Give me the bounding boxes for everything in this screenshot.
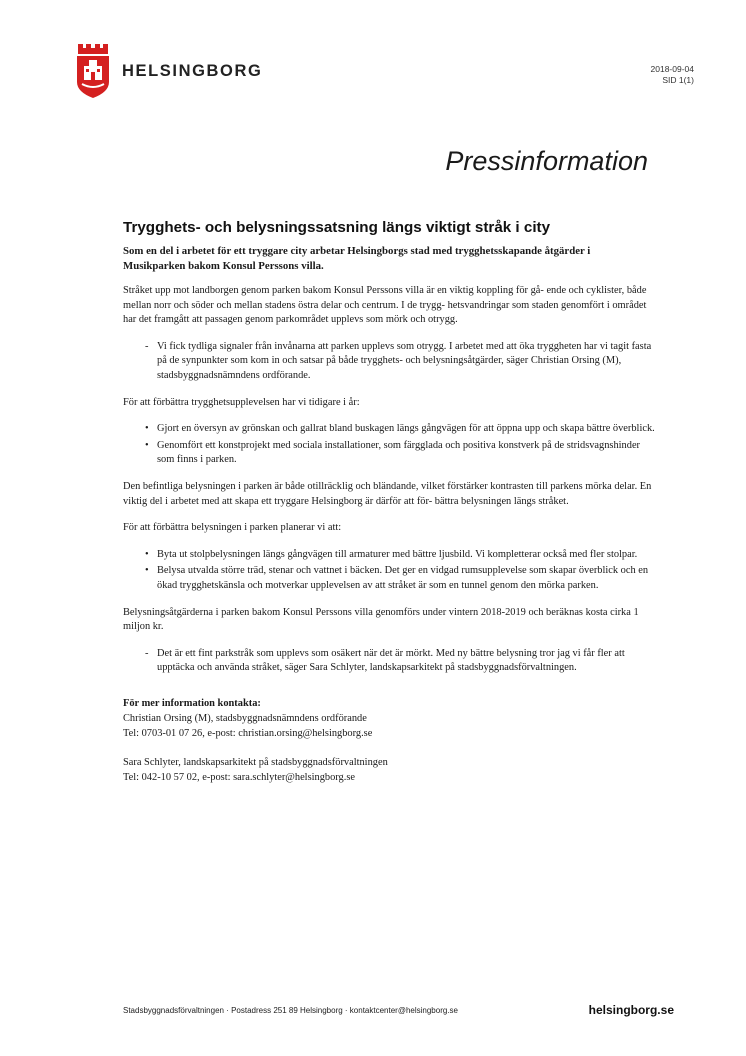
- paragraph: För att förbättra trygghetsupplevelsen har vi tidigare i år:: [123, 396, 360, 408]
- list-item-text: Byta ut stolpbelysningen längs gångvägen till armaturer med bättre ljusbild. Vi kompletterar också med fler stolpar.: [157, 548, 638, 560]
- paragraph: För att förbättra belysningen i parken planerar vi att:: [123, 522, 342, 534]
- paragraph: Belysningsåtgärderna i parken bakom Konsul Perssons villa genomförs under vintern 2018-2019 och beräknas kosta cirka 1 miljon kr.: [123, 606, 639, 633]
- document-type-title: Pressinformation: [445, 146, 648, 176]
- list-item-text: Belysa utvalda större träd, stenar och vattnet i bäcken. Det ger en vidgad rumsupplevelse som skapar överblick och en ökad trygghetskänsla och motverkar upplevelsen av att stråket är som en tunnel genom den mörka parken.: [157, 565, 649, 591]
- footer-address: Stadsbyggnadsförvaltningen · Postadress 251 89 Helsingborg · kontaktcenter@helsingborg.se: [123, 1006, 458, 1015]
- bullet-marker: •: [145, 423, 149, 435]
- bullet-list: [123, 422, 655, 468]
- contact-phone-email[interactable]: Tel: 042-10 57 02, e-post: sara.schlyter@helsingborg.se: [123, 771, 356, 783]
- quote-text: Det är ett fint parkstråk som upplevs som osäkert när det är mörkt. Med ny bättre belysning tror jag vi får fler att upptäcka och använda stråket, säger Sara Schlyter, landskapsarkitekt på stadsbyggnadsförvaltningen.: [157, 647, 625, 674]
- dash-marker: -: [145, 340, 149, 352]
- article-body: [123, 219, 655, 799]
- article-lead: Som en del i arbetet för ett tryggare city arbetar Helsingborgs stad med trygghetsskapande åtgärder i Musikparken bakom Konsul Perssons villa.: [123, 245, 591, 272]
- contact-name: Christian Orsing (M), stadsbyggnadsnämndens ordförande: [123, 712, 367, 724]
- quote: [123, 340, 655, 384]
- article-headline: Trygghets- och belysningssatsning längs viktigt stråk i city: [123, 219, 551, 236]
- quote: [123, 647, 655, 676]
- bullet-marker: •: [145, 548, 149, 560]
- paragraph: Den befintliga belysningen i parken är både otillräcklig och bländande, vilket förstärker kontrasten till parkens mörka delar. En viktig del i arbetet med att skapa ett tryggare Helsingborg är därför att för- bättra belysningen längs stråket.: [123, 480, 652, 507]
- list-item: [123, 548, 655, 563]
- dash-marker: -: [145, 647, 149, 659]
- list-item-text: Gjort en översyn av grönskan och gallrat bland buskagen längs gångvägen för att öppna upp och skapa bättre överblick.: [157, 423, 655, 435]
- bullet-list: [123, 548, 655, 594]
- helsingborg-crest-logo: [76, 44, 110, 98]
- contact-block: [123, 755, 655, 785]
- paragraph: Stråket upp mot landborgen genom parken bakom Konsul Perssons villa är en viktig koppling för gå- ende och cyklister, både mellan norr och söder och mellan stadens östra delar och centrum. I de trygg- hetsvandringar som staden genomfört i området har det framgått att passagen genom parkområdet upplevs som mörk och otrygg.: [123, 285, 647, 326]
- quote-text: Vi fick tydliga signaler från invånarna att parken upplevs som otrygg. I arbetet med att öka tryggheten har vi tagit fasta på de synpunkter som kom in och satsar på både trygghets- och belysningsåtgärder, säger Christian Orsing (M), stadsbyggnadsnämndens ordförande.: [157, 340, 652, 381]
- contact-name: Sara Schlyter, landskapsarkitekt på stadsbyggnadsförvaltningen: [123, 756, 388, 768]
- contact-block: [123, 696, 655, 741]
- bullet-marker: •: [145, 439, 149, 451]
- list-item-text: Genomfört ett konstprojekt med sociala installationer, som färgglada och positiva konstverk på de stridsvagnshinder som finns i parken.: [157, 439, 641, 466]
- contact-heading: För mer information kontakta:: [123, 697, 261, 709]
- list-item: [123, 422, 655, 437]
- document-meta: [651, 64, 694, 86]
- footer-website-link[interactable]: helsingborg.se: [588, 1003, 674, 1017]
- contact-phone-email[interactable]: Tel: 0703-01 07 26, e-post: christian.orsing@helsingborg.se: [123, 727, 373, 739]
- list-item: [123, 564, 655, 593]
- brand-name: HELSINGBORG: [122, 62, 263, 80]
- document-date: 2018-09-04: [650, 64, 694, 74]
- bullet-marker: •: [145, 565, 149, 577]
- page-number: SID 1(1): [662, 75, 694, 85]
- list-item: [123, 439, 655, 468]
